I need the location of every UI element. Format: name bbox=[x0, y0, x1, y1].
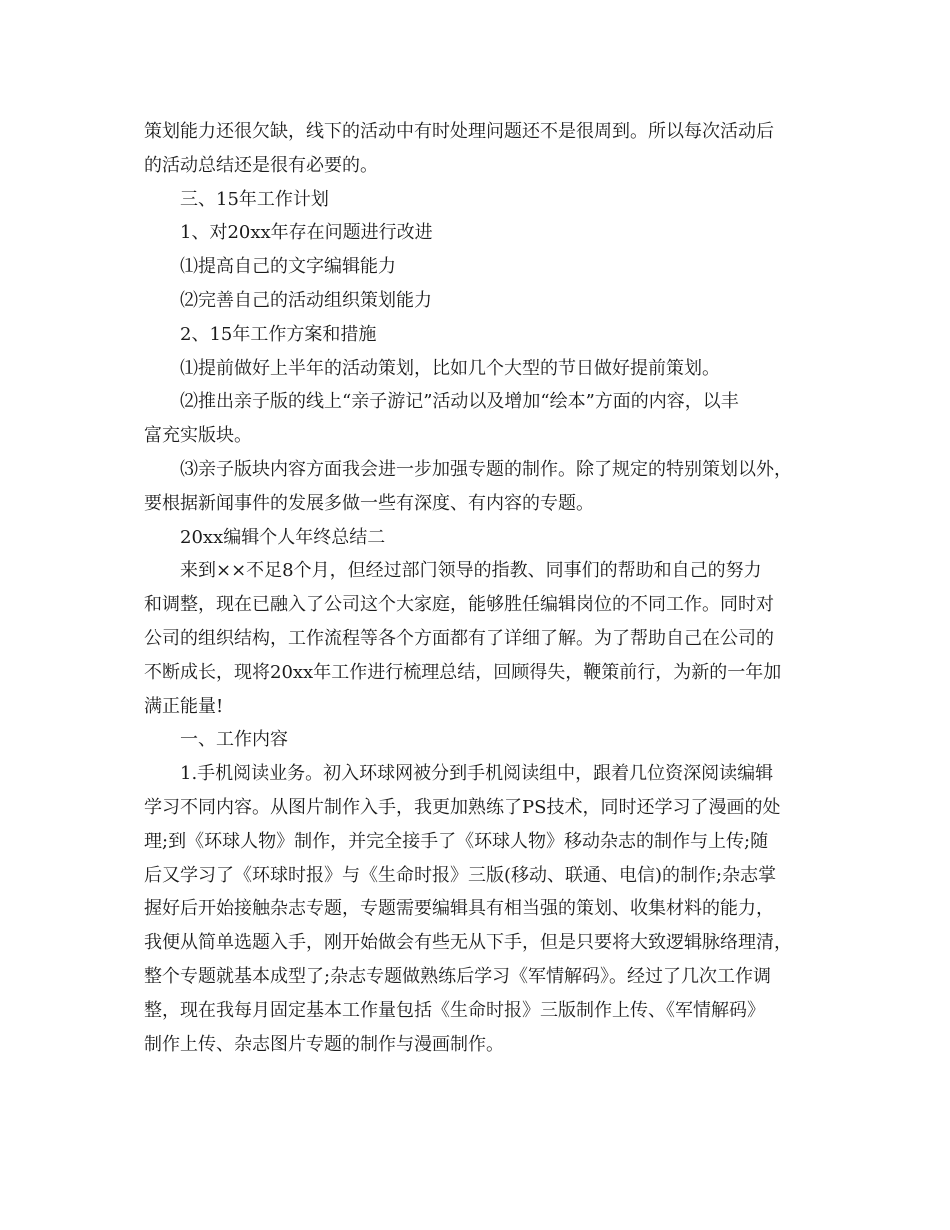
text-line: 整，现在我每月固定基本工作量包括《生命时报》三版制作上传、《军情解码》 bbox=[144, 999, 765, 1021]
text-line: 制作上传、杂志图片专题的制作与漫画制作。 bbox=[144, 1033, 504, 1055]
text-line: 学习不同内容。从图片制作入手，我更加熟练了PS技术，同时还学习了漫画的处 bbox=[144, 796, 781, 818]
list-item: ⑶亲子版块内容方面我会进一步加强专题的制作。除了规定的特别策划以外， bbox=[180, 458, 792, 480]
text-line: 不断成长，现将20xx年工作进行梳理总结，回顾得失，鞭策前行，为新的一年加 bbox=[144, 661, 782, 683]
section-heading: 一、工作内容 bbox=[180, 729, 288, 751]
list-item: ⑵推出亲子版的线上“亲子游记”活动以及增加“绘本”方面的内容，以丰 bbox=[180, 391, 739, 413]
document-subtitle: 20xx编辑个人年终总结二 bbox=[180, 526, 386, 548]
section-heading: 三、15年工作计划 bbox=[180, 188, 329, 210]
text-line: 的活动总结还是很有必要的。 bbox=[144, 154, 378, 176]
text-line: 富充实版块。 bbox=[144, 425, 252, 447]
document-body bbox=[144, 115, 834, 1061]
text-line: 整个专题就基本成型了;杂志专题做熟练后学习《军情解码》。经过了几次工作调 bbox=[144, 965, 772, 987]
text-line: 握好后开始接触杂志专题，专题需要编辑具有相当强的策划、收集材料的能力， bbox=[144, 898, 774, 920]
text-line: 我便从简单选题入手，刚开始做会有些无从下手，但是只要将大致逻辑脉络理清， bbox=[144, 932, 792, 954]
subsection-heading: 2、15年工作方案和措施 bbox=[180, 323, 377, 345]
list-item: ⑴提高自己的文字编辑能力 bbox=[180, 256, 396, 278]
text-line: 策划能力还很欠缺，线下的活动中有时处理问题还不是很周到。所以每次活动后 bbox=[144, 121, 774, 142]
text-line: 和调整，现在已融入了公司这个大家庭，能够胜任编辑岗位的不同工作。同时对 bbox=[144, 594, 774, 616]
subsection-heading: 1、对20xx年存在问题进行改进 bbox=[180, 222, 433, 244]
list-item: ⑵完善自己的活动组织策划能力 bbox=[180, 289, 432, 311]
paragraph-start: 1.手机阅读业务。初入环球网被分到手机阅读组中，跟着几位资深阅读编辑 bbox=[180, 763, 774, 785]
text-line: 理;到《环球人物》制作，并完全接手了《环球人物》移动杂志的制作与上传;随 bbox=[144, 830, 769, 852]
paragraph-start: 来到××不足8个月，但经过部门领导的指教、同事们的帮助和自己的努力 bbox=[180, 560, 762, 582]
text-line: 公司的组织结构，工作流程等各个方面都有了详细了解。为了帮助自己在公司的 bbox=[144, 627, 774, 649]
list-item: ⑴提前做好上半年的活动策划，比如几个大型的节日做好提前策划。 bbox=[180, 357, 720, 379]
text-line: 满正能量! bbox=[144, 695, 224, 717]
text-line: 要根据新闻事件的发展多做一些有深度、有内容的专题。 bbox=[144, 492, 594, 514]
text-line: 后又学习了《环球时报》与《生命时报》三版(移动、联通、电信)的制作;杂志掌 bbox=[144, 864, 777, 886]
